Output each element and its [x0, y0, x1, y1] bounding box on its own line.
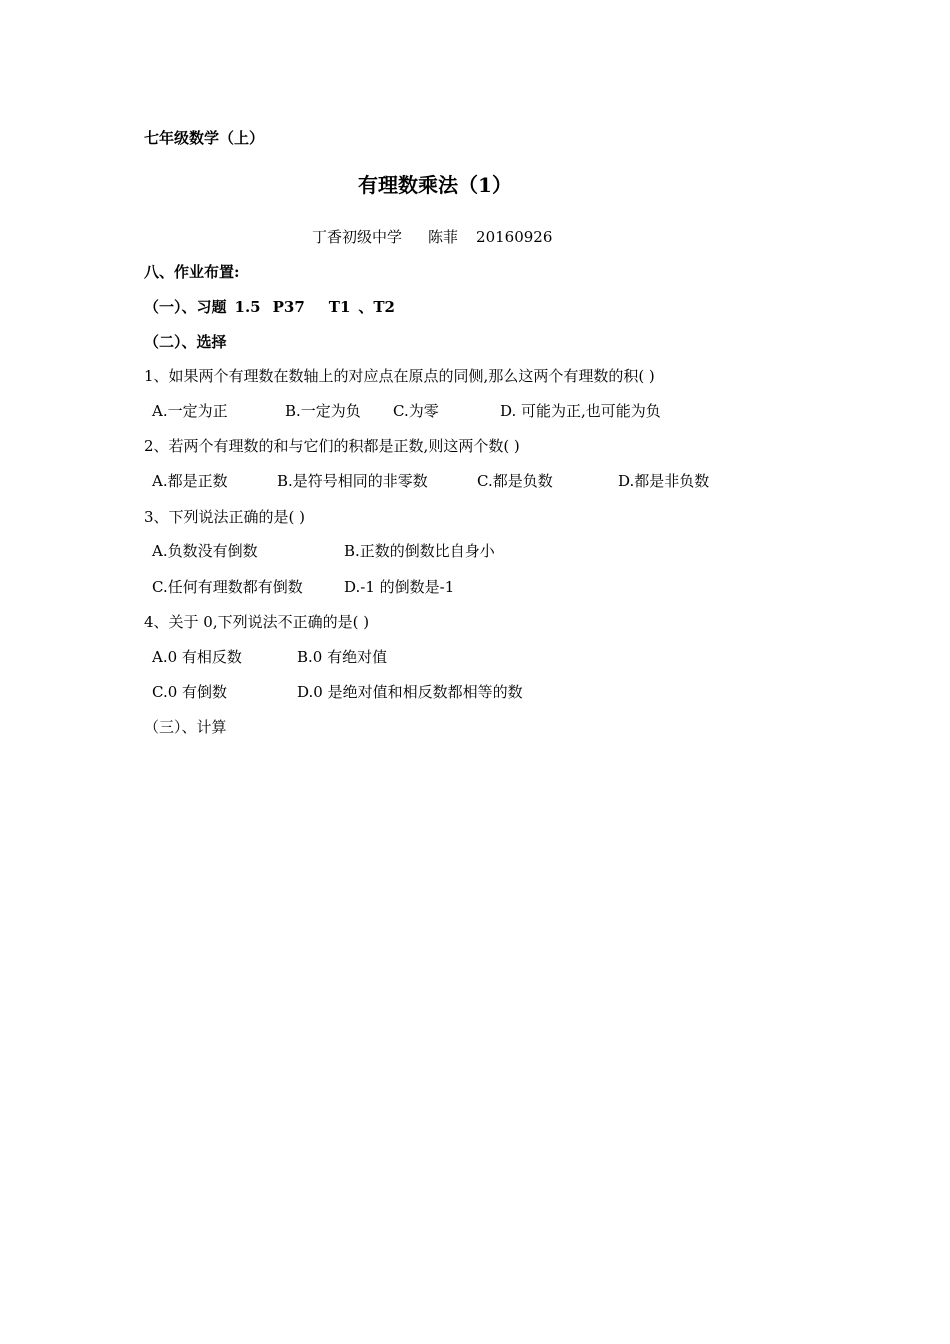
q3-option-d: D.-1 的倒数是-1: [344, 578, 455, 596]
question-2: 2、若两个有理数的和与它们的积都是正数,则这两个数( ): [144, 437, 520, 455]
q1-option-d: D. 可能为正,也可能为负: [500, 402, 661, 420]
question-4: 4、关于 0,下列说法不正确的是( ): [144, 613, 370, 631]
page-title: 有理数乘法（1）: [358, 173, 512, 197]
teacher-name: 陈菲: [428, 228, 459, 246]
q3-option-a: A.负数没有倒数: [152, 542, 258, 560]
date: 20160926: [476, 228, 553, 246]
author-line: [312, 227, 552, 247]
q4-option-a: A.0 有相反数: [152, 648, 242, 666]
q2-option-d: D.都是非负数: [618, 472, 710, 490]
q2-option-b: B.是符号相同的非零数: [277, 472, 428, 490]
q2-option-a: A.都是正数: [152, 472, 228, 490]
q1-option-c: C.为零: [393, 402, 439, 420]
homework-part2: （二）、选择: [144, 333, 227, 351]
grade-label: 七年级数学（上）: [144, 129, 265, 147]
q3-option-b: B.正数的倒数比自身小: [344, 542, 495, 560]
part1-prefix: （一）、习题: [144, 298, 227, 316]
homework-part1: [144, 297, 395, 317]
q4-option-d: D.0 是绝对值和相反数都相等的数: [297, 683, 523, 701]
homework-heading: 八、作业布置:: [144, 263, 240, 281]
part1-t2: 、T2: [358, 298, 395, 316]
q1-option-b: B.一定为负: [285, 402, 361, 420]
q1-option-a: A.一定为正: [152, 402, 228, 420]
part1-t1: T1: [328, 298, 351, 316]
homework-part3: （三）、计算: [144, 718, 227, 736]
q4-option-c: C.0 有倒数: [152, 683, 228, 701]
q3-option-c: C.任何有理数都有倒数: [152, 578, 303, 596]
question-1: 1、如果两个有理数在数轴上的对应点在原点的同侧,那么这两个有理数的积( ): [144, 367, 655, 385]
q4-option-b: B.0 有绝对值: [297, 648, 388, 666]
question-3: 3、下列说法正确的是( ): [144, 508, 306, 526]
part1-page: P37: [272, 298, 305, 316]
part1-section: 1.5: [234, 298, 261, 316]
school-name: 丁香初级中学: [312, 228, 403, 246]
q2-option-c: C.都是负数: [477, 472, 553, 490]
